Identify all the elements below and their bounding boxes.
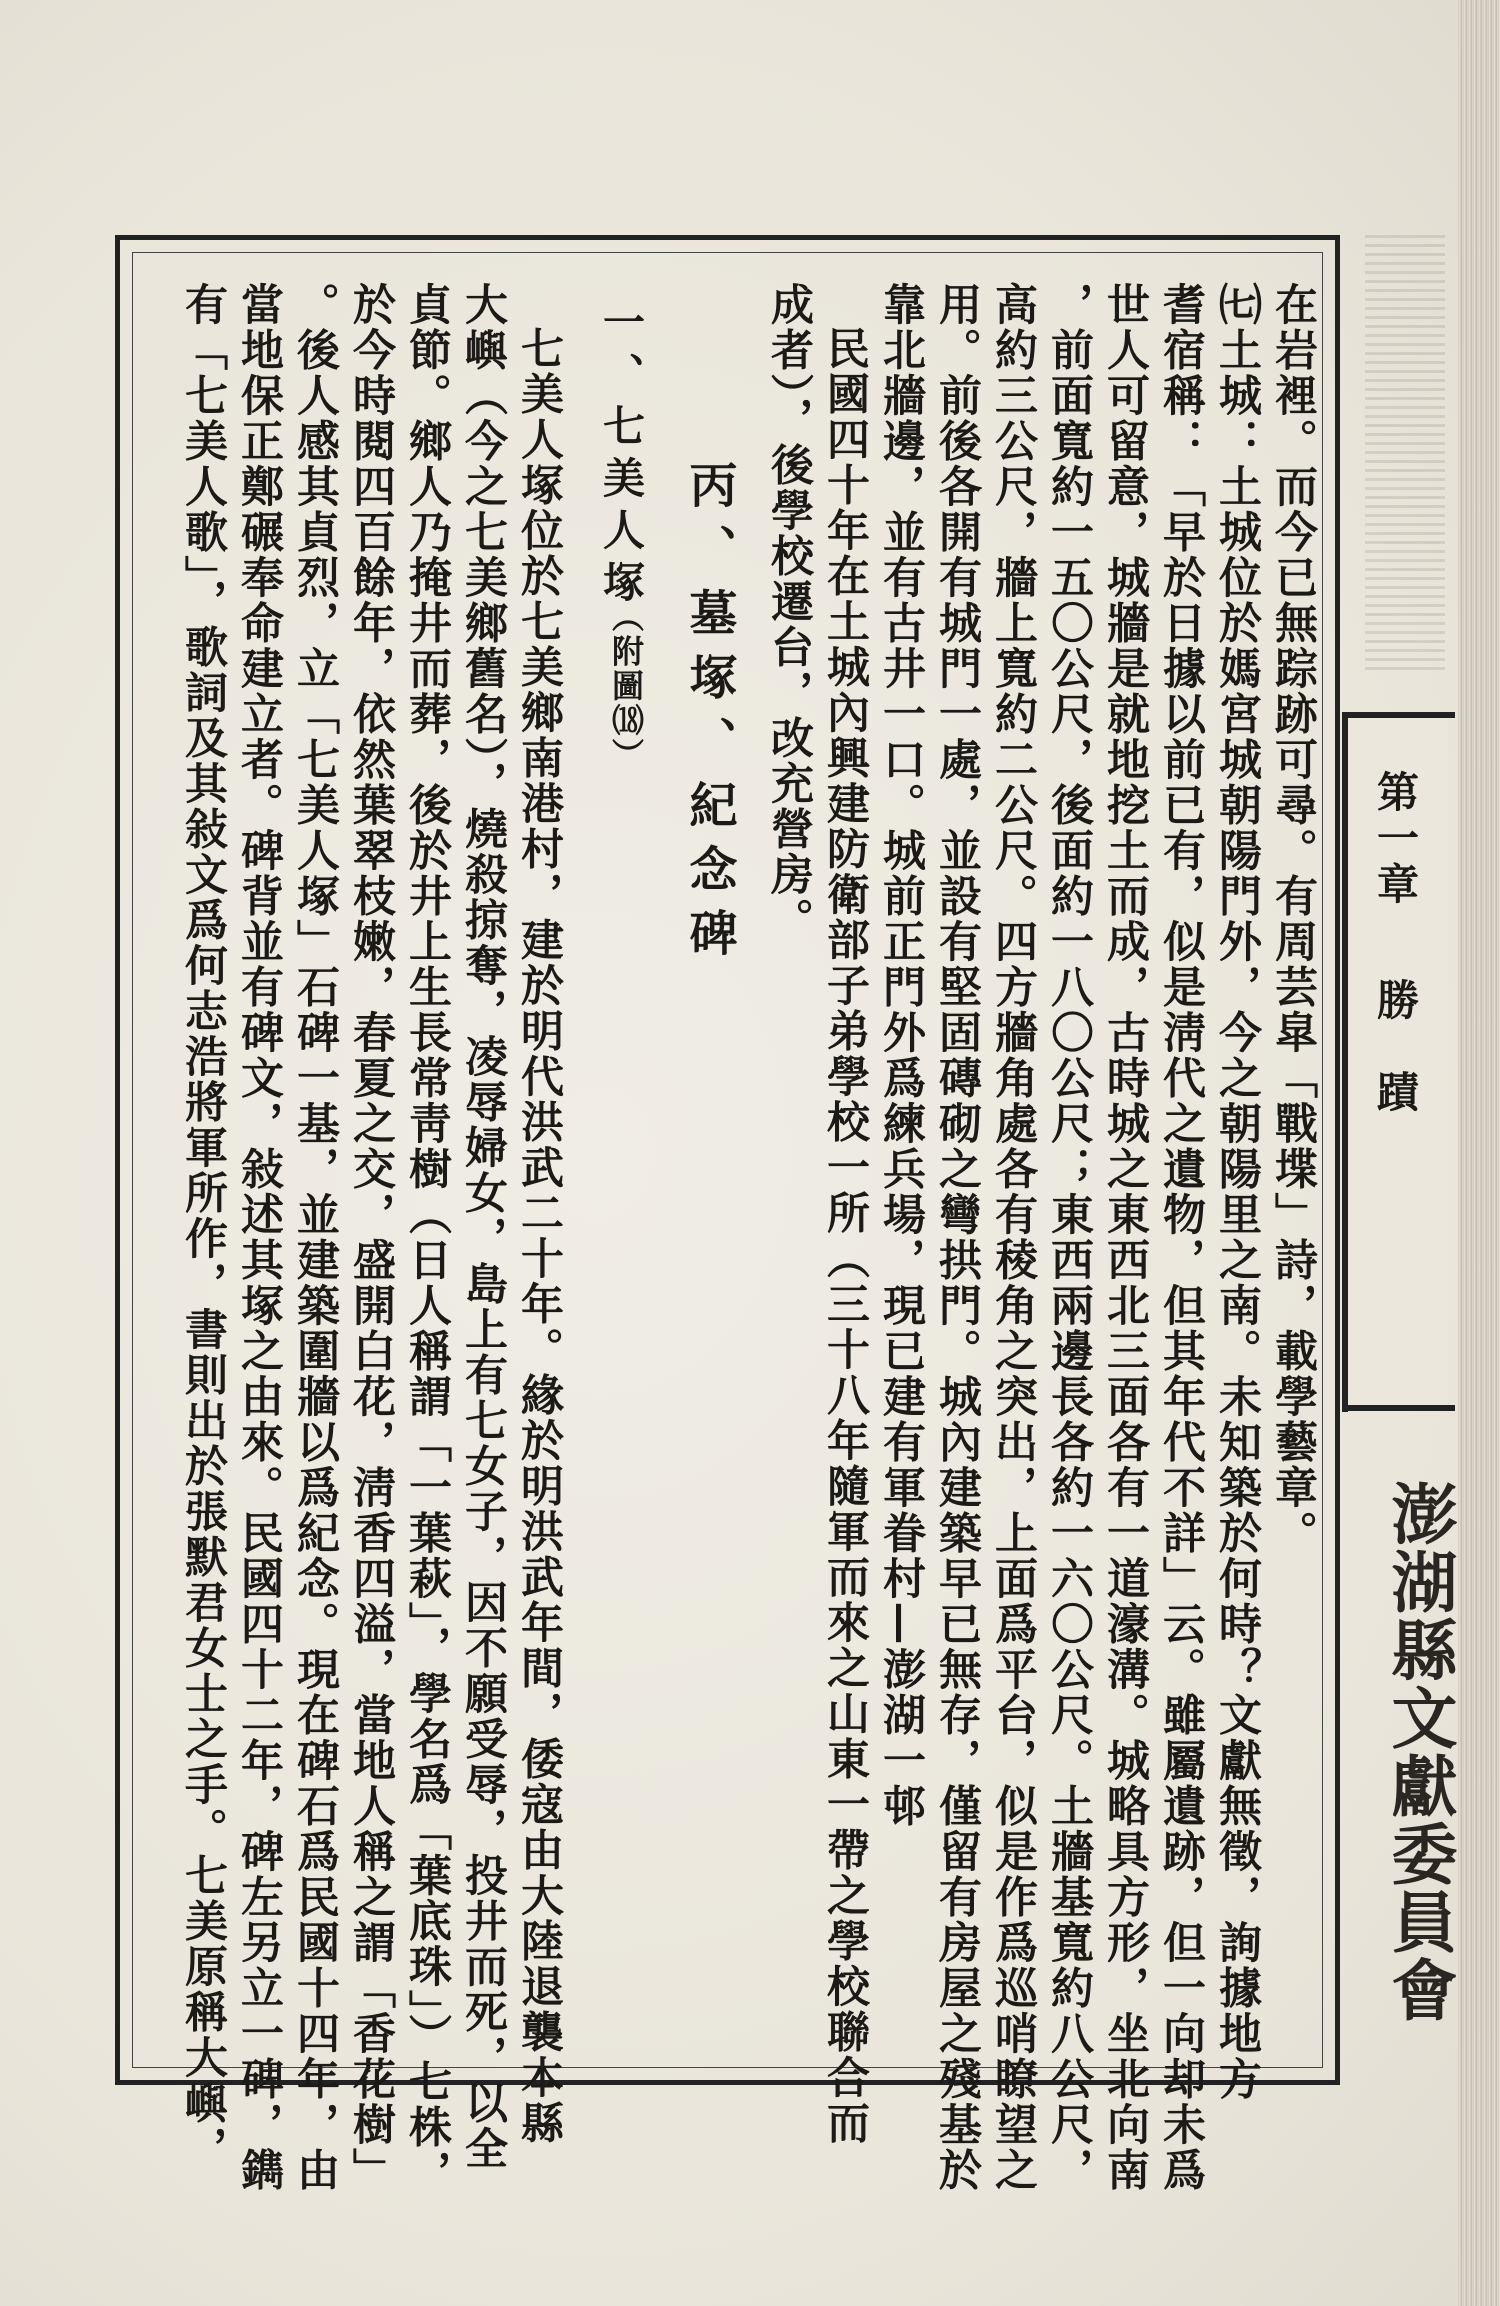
text-column-9: 民國四十年在土城內興建防衛部子弟學校一所（三十八年隨軍而來之山東一帶之學校聯合而 (820, 326, 870, 2146)
text-column-2: ㈦土城：土城位於媽宮城朝陽門外，今之朝陽里之南。未知築於何時？文獻無徵，詢據地方 (1212, 282, 1262, 2102)
tab-rule-left (1342, 712, 1348, 1412)
text-column-8: 靠北牆邊，並有古井一口。城前正門外爲練兵場，現已建有軍眷村—澎湖一邨 (876, 282, 926, 1829)
item-text-column-2: 大嶼（今之七美鄉舊名），燒殺掠奪，凌辱婦女，島上有七女子，因不願受辱，投井而死，以全 (458, 282, 508, 2172)
item-text-column-4: 於今時閱四百餘年，依然葉翠枝嫩，春夏之交，盛開白花，淸香四溢，當地人稱之謂「香花樹」 (346, 282, 396, 2193)
text-column-7: 用。前後各開有城門一處，並設有堅固磚砌之彎拱門。城內建築早已無存，僅留有房屋之殘基於 (932, 282, 982, 2193)
section-heading: 丙、墓塚、紀念碑 (681, 460, 737, 972)
running-header (1365, 770, 1425, 1116)
text-column-5: ，前面寬約一五〇公尺，後面約一八〇公尺；東西兩邊長各約一六〇公尺。土牆基寬約八公尺， (1044, 282, 1094, 2193)
item-note: （附圖⒅） (607, 600, 645, 773)
item-text-column-7: 有「七美人歌」，歌詞及其敍文爲何志浩將軍所作，書則出於張默君女士之手。七美原稱大嶼， (178, 282, 228, 2172)
text-column-10: 成者），後學校遷台，改充營房。 (764, 282, 814, 943)
item-text-column-6: 當地保正鄭碾奉命建立者。碑背並有碑文，敍述其塚之由來。民國四十二年，碑左另立一碑，鐫 (234, 282, 284, 2193)
item-text-column-5: 。後人感其貞烈，立「七美人塚」石碑一基，並建築圍牆以爲紀念。現在碑石爲民國十四年，由 (290, 282, 340, 2193)
tab-rule-bottom (1345, 1405, 1455, 1411)
text-column-1: 在岩裡。而今已無踪跡可尋。有周芸皐「戰堞」詩，載學藝章。 (1268, 282, 1318, 1556)
text-column-6: 高約三公尺，牆上寬約二公尺。四方牆角處各有稜角之突出，上面爲平台，似是作爲巡哨瞭望之 (988, 282, 1038, 2193)
chapter-title: 勝 蹟 (1371, 978, 1420, 1116)
item-text-column-3: 貞節。鄉人乃掩井而葬，後於井上生長常靑樹（日人稱謂「一葉萩」，學名爲「葉底珠」）七株， (402, 282, 452, 2196)
bleed-through-marks (1365, 230, 1445, 670)
item-title: 一、七美人塚 (597, 300, 646, 612)
text-column-3: 耆宿稱：「早於日據以前已有，似是淸代之遺物，但其年代不詳」云。雖屬遺跡，但一向却未爲 (1156, 282, 1206, 2193)
tab-rule-top (1345, 712, 1455, 718)
chapter-number: 第一章 (1371, 770, 1420, 908)
item-text-column-1: 七美人塚位於七美鄉南港村，建於明代洪武二十年。緣於明洪武年間，倭寇由大陸退襲本縣 (514, 326, 564, 2146)
publisher-name: 澎湖縣文獻委員會 (1380, 1480, 1458, 2024)
text-column-4: 世人可留意，城牆是就地挖土而成，古時城之東西北三面各有一道濠溝。城略具方形，坐北向南 (1100, 282, 1150, 2193)
